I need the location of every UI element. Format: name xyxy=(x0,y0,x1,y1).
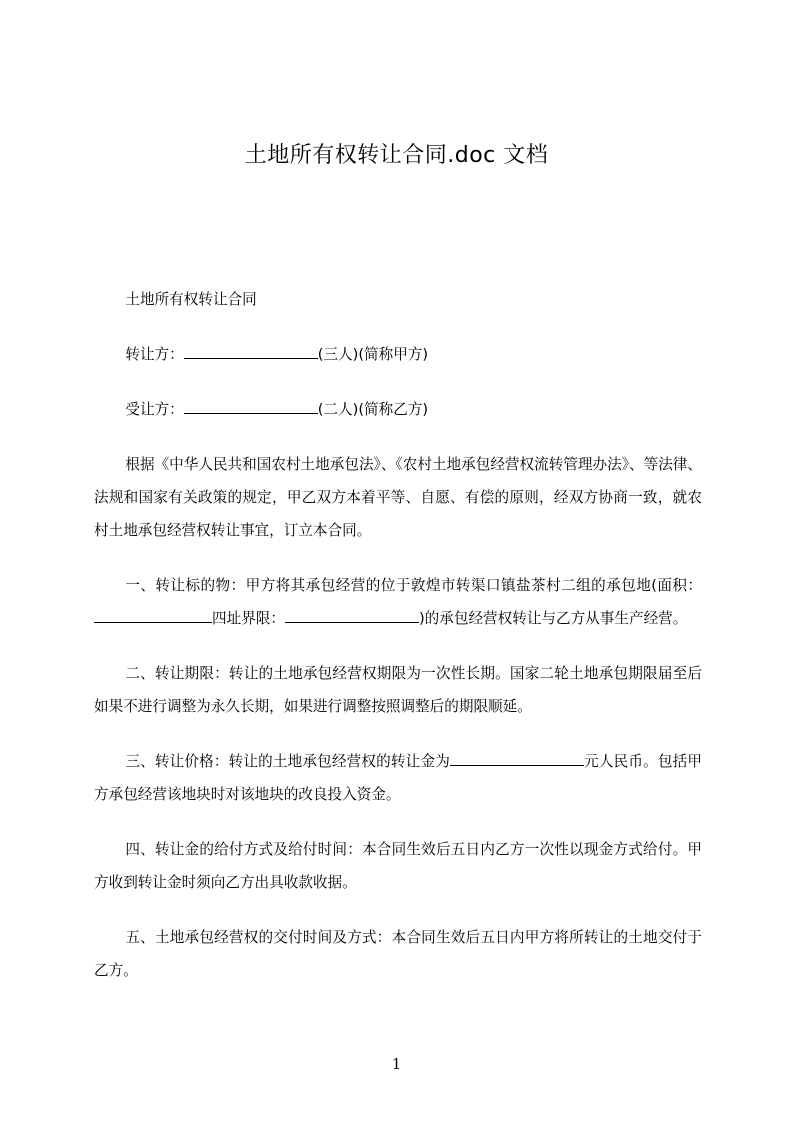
transferor-line xyxy=(94,338,702,371)
clause-3-text-a: 三、转让价格：转让的土地承包经营权的转让金为 xyxy=(125,753,450,770)
clause-5-paragraph: 五、土地承包经营权的交付时间及方式：本合同生效后五日内甲方将所转让的土地交付于乙方。 xyxy=(94,929,702,979)
transferee-blank xyxy=(184,398,318,414)
clause-3-text-b: 元人民币。包括甲方承包经营该地块时对该地块的改良投入资金。 xyxy=(94,753,702,803)
clause-2-paragraph: 二、转让期限：转让的土地承包经营权期限为一次性长期。国家二轮土地承包期限届至后如果不进行调整为永久长期，如果进行调整按照调整后的期限顺延。 xyxy=(94,665,702,715)
transferor-suffix: (三人)(简称甲方) xyxy=(317,346,429,363)
clause-1-text-a: 一、转让标的物：甲方将其承包经营的位于敦煌市转渠口镇盐茶村二组的承包地(面积： xyxy=(125,577,702,594)
transferee-line xyxy=(94,393,702,426)
clause-4-paragraph: 四、转让金的给付方式及给付时间：本合同生效后五日内乙方一次性以现金方式给付。甲方收到转让金时须向乙方出具收款收据。 xyxy=(94,841,702,891)
contract-heading: 土地所有权转让合同 xyxy=(125,291,257,308)
clause-1-paragraph xyxy=(94,569,702,635)
boundary-blank xyxy=(285,607,419,623)
price-blank xyxy=(450,750,584,766)
transferee-suffix: (二人)(简称乙方) xyxy=(317,401,429,418)
preamble-paragraph: 根据《中华人民共和国农村土地承包法》、《农村土地承包经营权流转管理办法》、等法律、法规和国家有关政策的规定，甲乙双方本着平等、自愿、有偿的原则，经双方协商一致，就农村土地承包经营权转让事宜，订立本合同。 xyxy=(94,456,702,539)
area-blank xyxy=(94,607,212,623)
clause-1-text-b: 四址界限： xyxy=(212,610,285,627)
clause-3-paragraph xyxy=(94,745,702,811)
document-body xyxy=(94,283,702,987)
clause-1-text-c: )的承包经营权转让与乙方从事生产经营。 xyxy=(418,610,688,627)
transferor-blank xyxy=(184,343,318,359)
transferee-label: 受让方： xyxy=(125,401,184,418)
document-title: 土地所有权转让合同.doc 文档 xyxy=(244,143,549,168)
transferor-label: 转让方： xyxy=(125,346,184,363)
page-number: 1 xyxy=(391,1055,402,1073)
